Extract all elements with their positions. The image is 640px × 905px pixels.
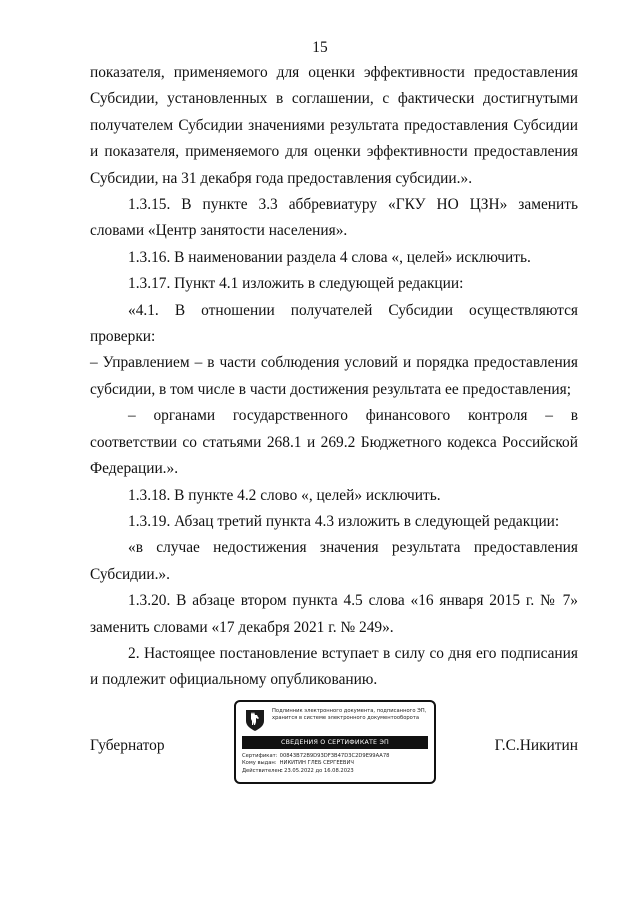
paragraph-4-1: «4.1. В отношении получателей Субсидии осуществляются проверки: xyxy=(90,301,578,346)
electronic-signature-stamp xyxy=(234,700,436,784)
signature-block xyxy=(90,700,578,790)
paragraph-1-3-19: 1.3.19. Абзац третий пункта 4.3 изложить в следующей редакции: xyxy=(128,512,560,530)
list-item-department: – Управлением – в части соблюдения условий и порядка предоставления субсидии, в том числе в части достижения результата ее предоставления; xyxy=(90,354,578,398)
esign-header-line-2: хранится в системе электронного документооборота xyxy=(272,715,420,721)
paragraph-effective-date: 2. Настоящее постановление вступает в силу со дня его подписания и подлежит официальному опубликованию. xyxy=(90,644,578,689)
signer-name: Г.С.Никитин xyxy=(494,737,578,754)
paragraph-quote-result: «в случае недостижения значения результата предоставления Субсидии.». xyxy=(90,539,578,583)
paragraph-1-3-16: 1.3.16. В наименовании раздела 4 слова «, целей» исключить. xyxy=(128,248,531,266)
paragraph-continuation: показателя, применяемого для оценки эффективности предоставления Субсидии, установленных в соглашении, с фактически достигнутыми получателем Субсидии значениями результата предоставления Субсидии и показателя, применяемого для оценки эффективности предоставления Субсидии, на 31 декабря года предоставления субсидии.». xyxy=(90,64,578,187)
signer-position: Губернатор xyxy=(90,737,165,754)
esign-certificate-row xyxy=(242,753,428,760)
esign-certificate-value: 00843B72B9D93DF3B47D3C2D9E99AA78 xyxy=(279,753,390,759)
list-item-financial-control: – органами государственного финансового контроля – в соответствии со статьями 268.1 и 269.2 Бюджетного кодекса Российской Федерации.». xyxy=(90,407,578,478)
esign-header-line-1: Подлинник электронного документа, подписанного ЭП, xyxy=(272,708,427,714)
esign-valid-value: с 23.05.2022 до 16.08.2023 xyxy=(279,767,354,774)
paragraph-1-3-20: 1.3.20. В абзаце втором пункта 4.5 слова «16 января 2015 г. № 7» заменить словами «17 декабря 2021 г. № 249». xyxy=(90,592,578,636)
esign-header xyxy=(272,708,432,722)
esign-issued-to-label: Кому выдан: xyxy=(242,760,277,767)
esign-certificate-label: Сертификат: xyxy=(242,753,278,759)
esign-details xyxy=(242,753,428,775)
esign-issued-to-row xyxy=(242,760,428,767)
esign-title-bar: СВЕДЕНИЯ О СЕРТИФИКАТЕ ЭП xyxy=(242,736,428,749)
paragraph-1-3-18: 1.3.18. В пункте 4.2 слово «, целей» исключить. xyxy=(128,486,441,504)
paragraph-1-3-15: 1.3.15. В пункте 3.3 аббревиатуру «ГКУ НО ЦЗН» заменить словами «Центр занятости населения». xyxy=(90,196,578,240)
paragraph-1-3-17: 1.3.17. Пункт 4.1 изложить в следующей редакции: xyxy=(128,275,464,293)
document-body xyxy=(90,60,578,694)
esign-issued-to-value: НИКИТИН ГЛЕБ СЕРГЕЕВИЧ xyxy=(279,760,354,767)
deer-emblem-icon xyxy=(243,708,267,732)
esign-valid-row xyxy=(242,768,428,775)
page-number: 15 xyxy=(312,39,328,56)
esign-valid-label: Действителен: xyxy=(242,767,283,774)
